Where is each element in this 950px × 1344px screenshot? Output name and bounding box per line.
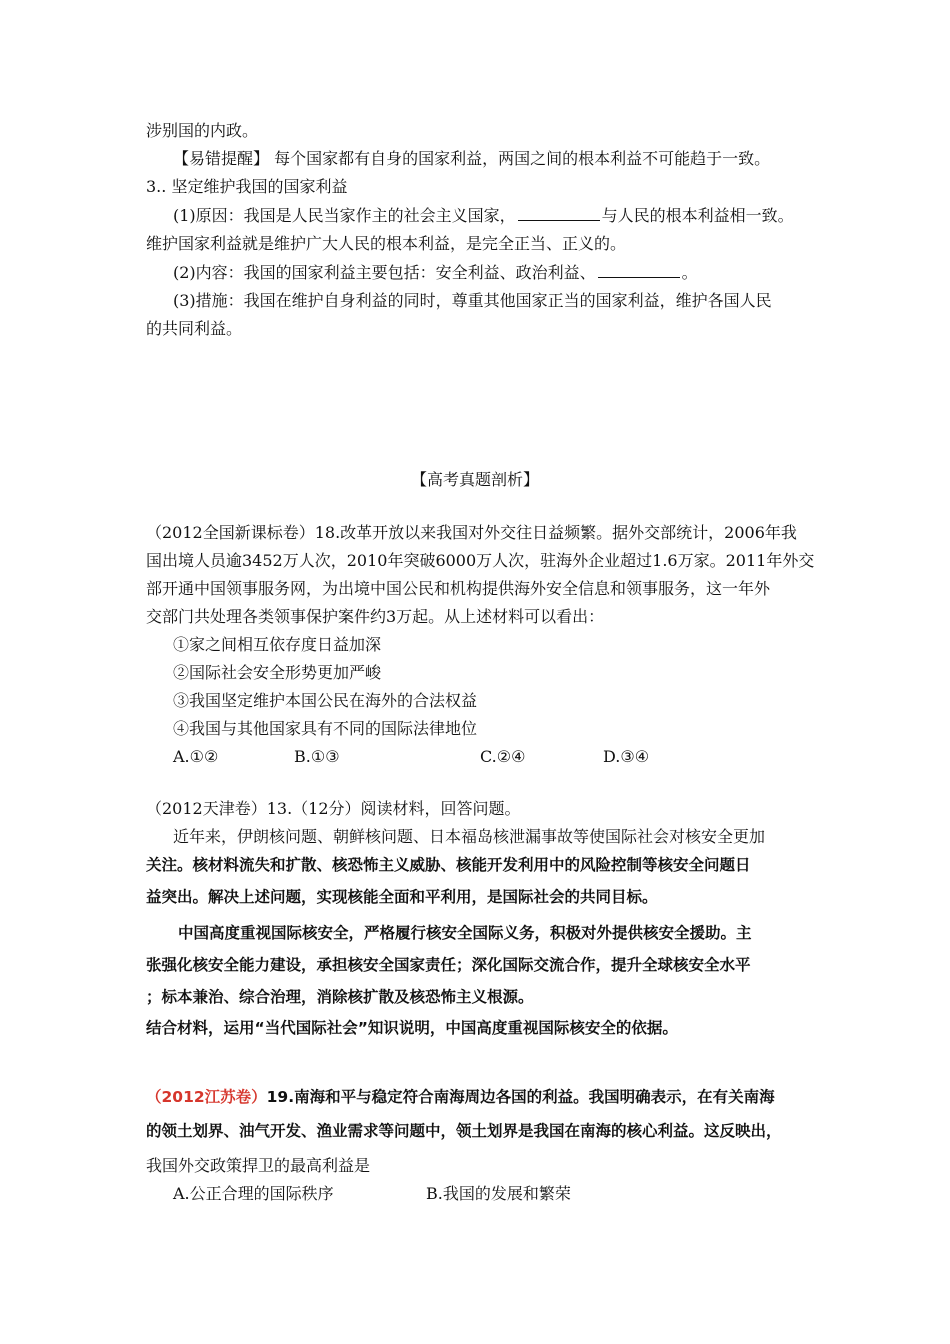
reason-text-a: (1)原因：我国是人民当家作主的社会主义国家， (173, 206, 516, 225)
question-line: 交部门共处理各类领事保护案件约3万起。从上述材料可以看出： (146, 607, 605, 626)
content-text-a: (2)内容：我国的国家利益主要包括：安全利益、政治利益、 (173, 263, 596, 282)
question-line: 部开通中国领事服务网，为出境中国公民和机构提供海外安全信息和领事服务，这一年外 (146, 579, 771, 598)
question-line: 益突出。解决上述问题，实现核能全面和平利用，是国际社会的共同目标。 (146, 888, 658, 906)
text-line: 的共同利益。 (146, 319, 243, 338)
question-line: 的领土划界、油气开发、渔业需求等问题中，领土划界是我国在南海的核心利益。这反映出， (146, 1122, 782, 1140)
answer-option-b: B.我国的发展和繁荣 (426, 1184, 571, 1203)
error-tip: 【易错提醒】 每个国家都有自身的国家利益，两国之间的根本利益不可能趋于一致。 (173, 149, 771, 168)
question-line: 张强化核安全能力建设，承担核安全国家责任；深化国际交流合作，提升全球核安全水平 (146, 956, 751, 974)
answer-option-c: C.②④ (480, 747, 526, 766)
answer-option-a: A.公正合理的国际秩序 (173, 1184, 334, 1203)
content-line (173, 261, 698, 285)
statement-item: ②国际社会安全形势更加严峻 (173, 663, 382, 682)
reason-text-b: 与人民的根本利益相一致。 (601, 206, 794, 225)
question-line (146, 1085, 775, 1109)
text-line: (3)措施：我国在维护自身利益的同时，尊重其他国家正当的国家利益，维护各国人民 (173, 291, 772, 310)
question-line: （2012全国新课标卷）18.改革开放以来我国对外交往日益频繁。据外交部统计，2006年我 (146, 523, 797, 542)
statement-item: ③我国坚定维护本国公民在海外的合法权益 (173, 691, 478, 710)
question-line: 关注。核材料流失和扩散、核恐怖主义威胁、核能开发利用中的风险控制等核安全问题日 (146, 856, 751, 874)
statement-item: ①家之间相互依存度日益加深 (173, 635, 382, 654)
question-line: （2012天津卷）13.（12分）阅读材料，回答问题。 (146, 799, 521, 818)
answer-option-b: B.①③ (294, 747, 340, 766)
question-line: 中国高度重视国际核安全，严格履行核安全国际义务，积极对外提供核安全援助。主 (178, 924, 752, 942)
fill-blank (598, 261, 680, 278)
question-line: 近年来，伊朗核问题、朝鲜核问题、日本福岛核泄漏事故等使国际社会对核安全更加 (173, 827, 766, 846)
answer-option-a: A.①② (173, 747, 219, 766)
question-line: 我国外交政策捍卫的最高利益是 (146, 1156, 371, 1175)
statement-item: ④我国与其他国家具有不同的国际法律地位 (173, 719, 478, 738)
question-line: ；标本兼治、综合治理，消除核扩散及核恐怖主义根源。 (146, 988, 534, 1006)
text-line: 维护国家利益就是维护广大人民的根本利益，是完全正当、正义的。 (146, 234, 627, 253)
answer-option-d: D.③④ (603, 747, 650, 766)
question-prompt: 结合材料，运用“当代国际社会”知识说明，中国高度重视国际核安全的依据。 (146, 1019, 678, 1037)
question-text: 19.南海和平与稳定符合南海周边各国的利益。我国明确表示，在有关南海 (266, 1088, 775, 1106)
text-line: 涉别国的内政。 (146, 121, 259, 140)
section-title: 【高考真题剖析】 (410, 470, 539, 489)
reason-line (173, 204, 794, 228)
question-source: （2012江苏卷） (146, 1088, 267, 1106)
section-heading: 3.. 坚定维护我国的国家利益 (146, 177, 348, 196)
fill-blank (518, 204, 600, 221)
question-line: 国出境人员逾3452万人次，2010年突破6000万人次，驻海外企业超过1.6万家。2011年外交 (146, 551, 815, 570)
content-text-b: 。 (681, 263, 698, 282)
